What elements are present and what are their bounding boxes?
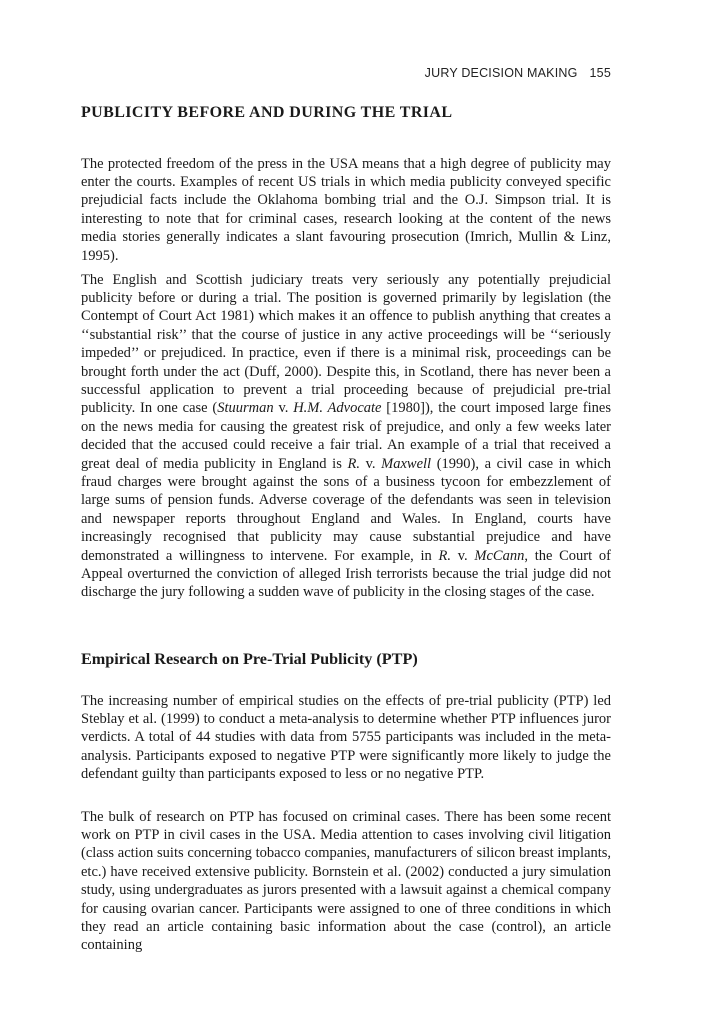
subsection-heading: Empirical Research on Pre-Trial Publicity (PTP)	[81, 650, 418, 668]
case-name: R.	[438, 547, 451, 564]
running-header	[425, 66, 611, 80]
versus-text: v.	[273, 400, 294, 417]
case-name: H.M. Advocate	[293, 400, 382, 417]
paragraph-text: The English and Scottish judiciary treats very seriously any potentially prejudicial publicity before or during a trial. The position is governed primarily by legislation (the Contempt of Court Act 1981) which makes it an offence to publish anything that creates a ‘‘substantial risk’’ that the course of justice in any active proceedings will be ‘‘seriously impeded’’ or prejudiced. In practice, even if there is a minimal risk, proceedings can be brought forth under the act (Duff, 2000). Despite this, in Scotland, there has never been a successful application to prevent a trial proceeding because of prejudicial pre-trial publicity. In one case (	[81, 271, 611, 417]
subsection-paragraph-1: The increasing number of empirical studies on the effects of pre-trial publicity (PTP) led Steblay et al. (1999) to conduct a meta-analysis to determine whether PTP influences juror verdicts. A total of 44 studies with data from 5755 participants was included in the meta-analysis. Participants exposed to negative PTP were significantly more likely to judge the defendant guilty than participants exposed to less or no negative PTP.	[81, 692, 611, 783]
case-name: McCann	[474, 547, 525, 564]
running-title: JURY DECISION MAKING	[424, 66, 578, 80]
case-name: Maxwell	[381, 455, 432, 472]
subsection-paragraph-2: The bulk of research on PTP has focused on criminal cases. There has been some recent work on PTP in civil cases in the USA. Media attention to cases involving civil litigation (class action suits concerning tobacco companies, manufacturers of silicon breast implants, etc.) have received extensive publicity. Bornstein et al. (2002) conducted a jury simulation study, using undergraduates as jurors presented with a lawsuit against a chemical company for causing ovarian cancer. Participants were assigned to one of three conditions in which they read an article containing basic information about the case (control), an article containing	[81, 808, 611, 954]
paragraph-text: , the Court of Appeal overturned the conviction of alleged Irish terrorists because the trial judge did not discharge the jury following a sudden wave of publicity in the closing stages of the case.	[81, 547, 611, 601]
versus-text: v.	[450, 547, 475, 564]
paragraph-text: [1980]), the court imposed large fines on the news media for causing the greatest risk of prejudice, and only a few weeks later decided that the accused could receive a fair trial. An example of a trial that received a great deal of media publicity in England is	[81, 400, 611, 472]
section-paragraph-2	[81, 271, 611, 602]
case-name: R.	[347, 455, 360, 472]
case-name: Stuurman	[217, 400, 274, 417]
paragraph-text: (1990), a civil case in which fraud charges were brought against the sons of a business tycoon for embezzlement of large sums of pension funds. Adverse coverage of the defendants was seen in television and newspaper reports throughout England and Wales. In England, courts have increasingly recognised that publicity may cause substantial prejudice and have demonstrated a willingness to intervene. For example, in	[81, 455, 611, 564]
section-heading: PUBLICITY BEFORE AND DURING THE TRIAL	[81, 104, 453, 121]
versus-text: v.	[359, 455, 382, 472]
section-paragraph-1: The protected freedom of the press in the USA means that a high degree of publicity may enter the courts. Examples of recent US trials in which media publicity conveyed specific prejudicial facts include the Oklahoma bombing trial and the O.J. Simpson trial. It is interesting to note that for criminal cases, research looking at the content of the news media stories generally indicates a slant favouring prosecution (Imrich, Mullin & Linz, 1995).	[81, 155, 611, 264]
page-number: 155	[589, 66, 611, 80]
